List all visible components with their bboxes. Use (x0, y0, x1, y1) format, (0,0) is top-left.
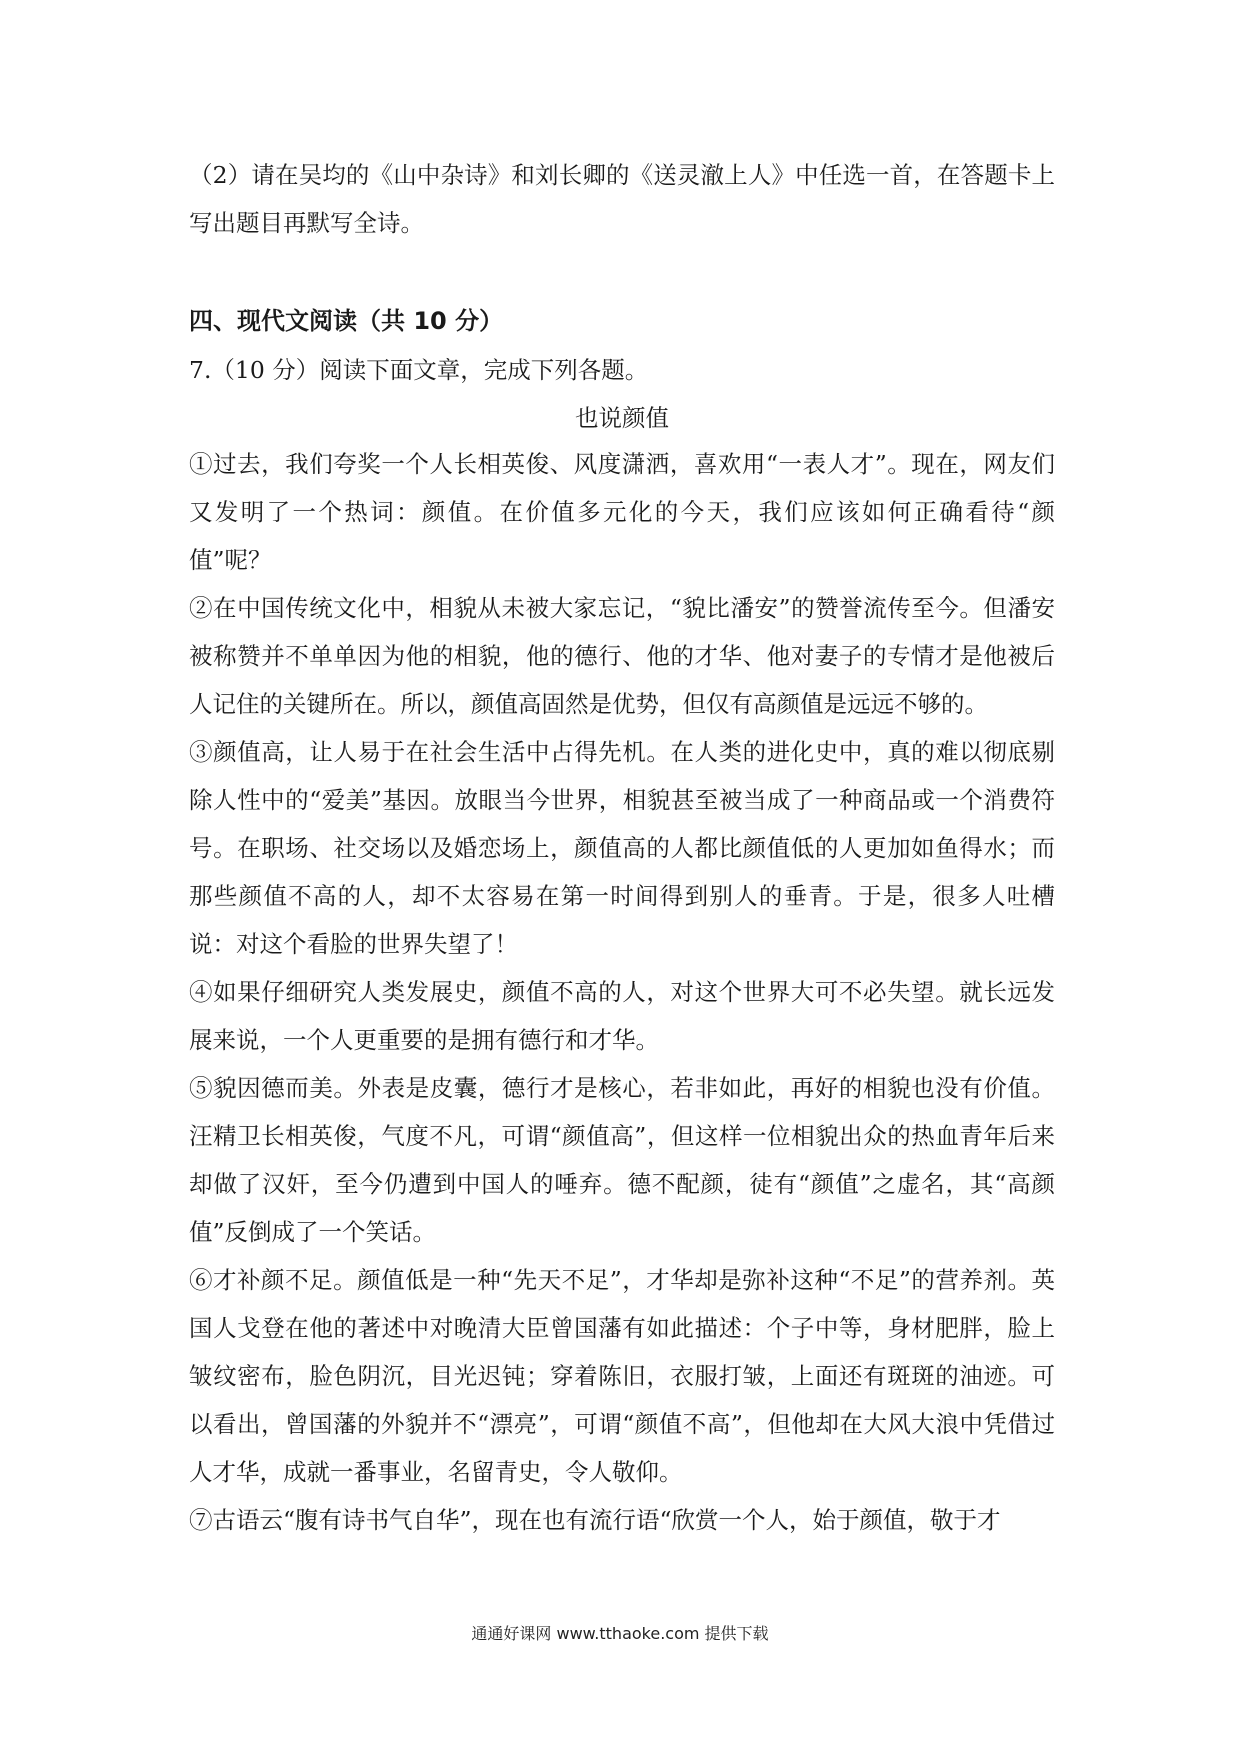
article-title: 也说颜值 (575, 404, 669, 432)
question-part-2 (189, 151, 1055, 247)
article-body (189, 440, 1055, 1544)
article-paragraph-3: ③颜值高，让人易于在社会生活中占得先机。在人类的进化史中，真的难以彻底剔除人性中的“爱美”基因。放眼当今世界，相貌甚至被当成了一种商品或一个消费符号。在职场、社交场以及婚恋场上，颜值高的人都比颜值低的人更加如鱼得水；而那些颜值不高的人，却不太容易在第一时间得到别人的垂青。于是，很多人吐槽说：对这个看脸的世界失望了！ (189, 738, 1055, 958)
page-footer: 通通好课网 www.tthaoke.com 提供下载 (471, 1624, 769, 1643)
article-paragraph-1: ①过去，我们夸奖一个人长相英俊、风度潇洒，喜欢用“一表人才”。现在，网友们又发明了一个热词：颜值。在价值多元化的今天，我们应该如何正确看待“颜值”呢？ (189, 450, 1055, 574)
question-7-prompt: 7.（10 分）阅读下面文章，完成下列各题。 (189, 356, 649, 384)
section-heading: 四、现代文阅读（共 10 分） (189, 307, 504, 335)
question-part-2-text: （2）请在吴均的《山中杂诗》和刘长卿的《送灵澈上人》中任选一首，在答题卡上写出题目再默写全诗。 (189, 161, 1055, 237)
article-paragraph-2: ②在中国传统文化中，相貌从未被大家忘记，“貌比潘安”的赞誉流传至今。但潘安被称赞并不单单因为他的相貌，他的德行、他的才华、他对妻子的专情才是他被后人记住的关键所在。所以，颜值高固然是优势，但仅有高颜值是远远不够的。 (189, 594, 1055, 718)
article-paragraph-4: ④如果仔细研究人类发展史，颜值不高的人，对这个世界大可不必失望。就长远发展来说，一个人更重要的是拥有德行和才华。 (189, 978, 1055, 1054)
article-paragraph-5: ⑤貌因德而美。外表是皮囊，德行才是核心，若非如此，再好的相貌也没有价值。汪精卫长相英俊，气度不凡，可谓“颜值高”，但这样一位相貌出众的热血青年后来却做了汉奸，至今仍遭到中国人的唾弃。德不配颜，徒有“颜值”之虚名，其“高颜值”反倒成了一个笑话。 (189, 1074, 1055, 1246)
article-paragraph-7: ⑦古语云“腹有诗书气自华”，现在也有流行语“欣赏一个人，始于颜值，敬于才 (189, 1506, 1001, 1534)
article-paragraph-6: ⑥才补颜不足。颜值低是一种“先天不足”，才华却是弥补这种“不足”的营养剂。英国人戈登在他的著述中对晚清大臣曾国藩有如此描述：个子中等，身材肥胖，脸上皱纹密布，脸色阴沉，目光迟钝；穿着陈旧，衣服打皱，上面还有斑斑的油迹。可以看出，曾国藩的外貌并不“漂亮”，可谓“颜值不高”，但他却在大风大浪中凭借过人才华，成就一番事业，名留青史，令人敬仰。 (189, 1266, 1055, 1486)
